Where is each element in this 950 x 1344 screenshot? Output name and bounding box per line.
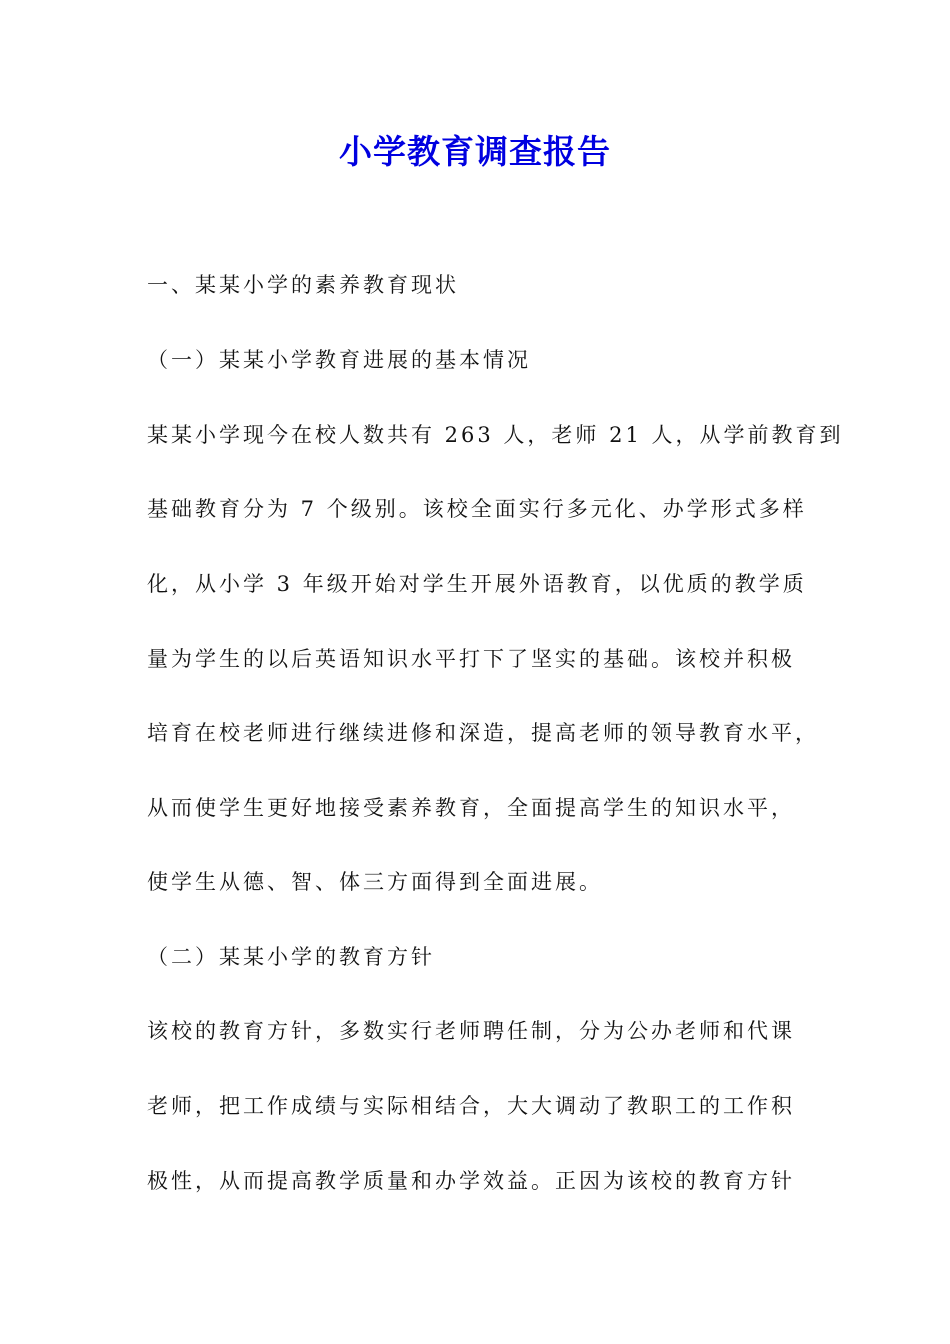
paragraph-line: 该校的教育方针，多数实行老师聘任制，分为公办老师和代课 [147,1019,795,1043]
subsection-heading-1: （一）某某小学教育进展的基本情况 [147,348,531,372]
paragraph-line: 培育在校老师进行继续进修和深造，提高老师的领导教育水平， [147,721,819,745]
paragraph-line: 某某小学现今在校人数共有 263 人，老师 21 人，从学前教育到 [147,423,844,447]
subsection-heading-2: （二）某某小学的教育方针 [147,945,435,969]
paragraph-line: 从而使学生更好地接受素养教育，全面提高学生的知识水平， [147,796,795,820]
document-title: 小学教育调查报告 [339,132,611,171]
paragraph-line: 老师，把工作成绩与实际相结合，大大调动了教职工的工作积 [147,1094,795,1118]
paragraph-line: 使学生从德、智、体三方面得到全面进展。 [147,870,603,894]
paragraph-line: 基础教育分为 7 个级别。该校全面实行多元化、办学形式多样 [147,497,807,521]
paragraph-line: 量为学生的以后英语知识水平打下了坚实的基础。该校并积极 [147,647,795,671]
section-heading-1: 一、某某小学的素养教育现状 [147,273,459,297]
paragraph-line: 极性，从而提高教学质量和办学效益。正因为该校的教育方针 [147,1169,795,1193]
paragraph-line: 化，从小学 3 年级开始对学生开展外语教育，以优质的教学质 [147,572,807,596]
